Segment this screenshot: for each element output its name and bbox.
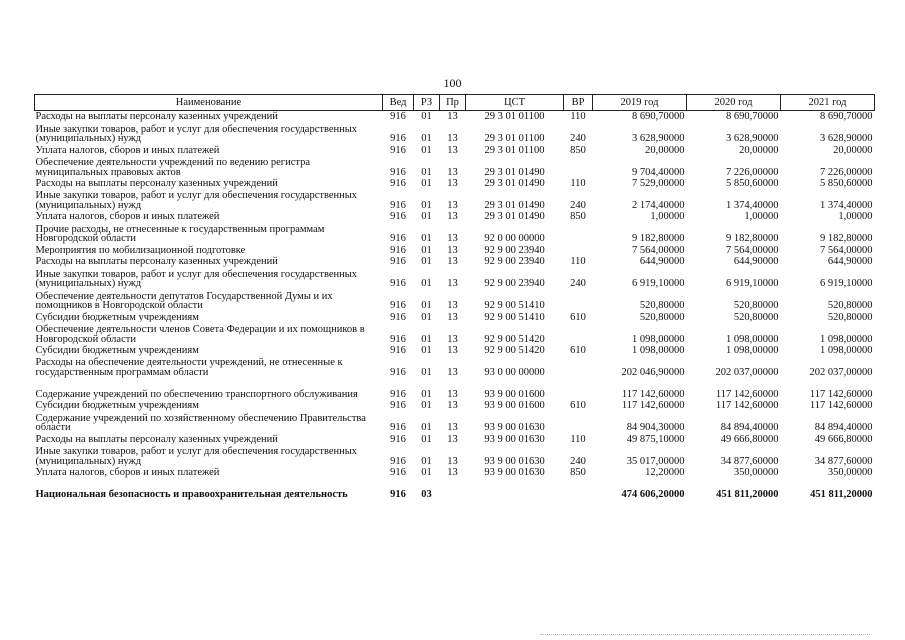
cell-2020: 3 628,90000 xyxy=(726,133,779,145)
header-name: Наименование xyxy=(35,95,383,111)
cell-cst: 92 9 00 23940 xyxy=(484,278,545,290)
cell-pr: 13 xyxy=(447,345,458,357)
cell-rz: 01 xyxy=(421,467,432,479)
cell-name: Мероприятия по мобилизационной подготовке xyxy=(35,244,246,256)
cell-name: Расходы на обеспечение деятельности учреждений, не отнесенные к государственным программам области xyxy=(35,357,343,378)
cell-2020: 5 850,60000 xyxy=(726,178,779,190)
cell-rz: 01 xyxy=(421,367,432,379)
cell-pr: 13 xyxy=(447,178,458,190)
cell-2021: 644,90000 xyxy=(827,256,873,268)
cell-2019: 1,00000 xyxy=(650,211,685,223)
cell-cst: 93 9 00 01600 xyxy=(484,400,545,412)
cell-2019: 520,80000 xyxy=(639,300,685,312)
cell-ved: 916 xyxy=(390,111,406,123)
cell-ved: 916 xyxy=(390,144,406,156)
cell-rz: 01 xyxy=(421,433,432,445)
total-rz: 03 xyxy=(421,489,432,501)
cell-2019: 6 919,10000 xyxy=(632,278,685,290)
cell-cst: 93 9 00 01630 xyxy=(484,455,545,467)
cell-2019: 117 142,60000 xyxy=(621,389,685,401)
budget-table xyxy=(34,94,875,500)
cell-vr: 240 xyxy=(570,133,586,145)
cell-vr: 850 xyxy=(570,211,586,223)
cell-2021: 1 098,00000 xyxy=(820,345,873,357)
cell-2021: 1,00000 xyxy=(838,211,873,223)
header-ved: Вед xyxy=(383,95,414,111)
cell-cst: 29 3 01 01100 xyxy=(484,144,545,156)
cell-pr: 13 xyxy=(447,311,458,323)
cell-2021: 1 374,40000 xyxy=(820,200,873,212)
table-header xyxy=(35,95,875,111)
cell-cst: 92 9 00 23940 xyxy=(484,256,545,268)
cell-rz: 01 xyxy=(421,244,432,256)
cell-pr: 13 xyxy=(447,233,458,245)
cell-2021: 84 894,40000 xyxy=(814,422,873,434)
cell-2021: 520,80000 xyxy=(827,300,873,312)
cell-2020: 49 666,80000 xyxy=(720,433,779,445)
cell-rz: 01 xyxy=(421,400,432,412)
cell-cst: 92 9 00 51410 xyxy=(484,311,545,323)
cell-vr xyxy=(564,356,593,378)
cell-cst: 29 3 01 01490 xyxy=(484,178,545,190)
cell-name: Уплата налогов, сборов и иных платежей xyxy=(35,467,220,478)
cell-pr: 13 xyxy=(447,144,458,156)
table-row xyxy=(35,155,875,177)
table-row xyxy=(35,400,875,411)
cell-ved: 916 xyxy=(390,333,406,345)
table-row xyxy=(35,311,875,322)
cell-ved: 916 xyxy=(390,211,406,223)
cell-2021: 117 142,60000 xyxy=(809,400,873,412)
cell-2020: 644,90000 xyxy=(733,256,779,268)
cell-vr: 110 xyxy=(570,178,586,190)
cell-2019: 35 017,00000 xyxy=(626,455,685,467)
cell-ved: 916 xyxy=(390,422,406,434)
cell-2020: 8 690,70000 xyxy=(726,111,779,123)
table-row xyxy=(35,433,875,444)
cell-rz: 01 xyxy=(421,211,432,223)
total-cst xyxy=(466,478,564,500)
cell-2021: 202 037,00000 xyxy=(809,367,873,379)
cell-name: Расходы на выплаты персоналу казенных учреждений xyxy=(35,111,278,122)
cell-name: Уплата налогов, сборов и иных платежей xyxy=(35,211,220,223)
cell-2019: 520,80000 xyxy=(639,311,685,323)
cell-2021: 49 666,80000 xyxy=(814,433,873,445)
cell-2021: 5 850,60000 xyxy=(820,178,873,190)
cell-cst: 92 0 00 00000 xyxy=(484,233,545,245)
cell-2020: 34 877,60000 xyxy=(720,455,779,467)
total-2020: 451 811,20000 xyxy=(716,489,779,501)
cell-cst: 29 3 01 01100 xyxy=(484,111,545,123)
cell-2019: 84 904,30000 xyxy=(626,422,685,434)
cell-name: Иные закупки товаров, работ и услуг для обеспечения государственных (муниципальных) нужд xyxy=(35,446,358,467)
header-2021: 2021 год xyxy=(781,95,875,111)
total-pr xyxy=(440,478,466,500)
cell-ved: 916 xyxy=(390,133,406,145)
cell-name: Прочие расходы, не отнесенные к государственным программам Новгородской области xyxy=(35,223,325,245)
cell-vr xyxy=(564,244,593,255)
table-row xyxy=(35,144,875,155)
cell-cst: 92 9 00 23940 xyxy=(484,244,545,256)
cell-rz: 01 xyxy=(421,178,432,190)
cell-2020: 1 098,00000 xyxy=(726,333,779,345)
cell-cst: 29 3 01 01490 xyxy=(484,200,545,212)
table-row xyxy=(35,122,875,144)
cell-cst: 93 9 00 01630 xyxy=(484,422,545,434)
cell-ved: 916 xyxy=(390,400,406,412)
cell-2021: 8 690,70000 xyxy=(820,111,873,123)
cell-name: Иные закупки товаров, работ и услуг для обеспечения государственных (муниципальных) нужд xyxy=(35,268,358,289)
cell-2020: 350,00000 xyxy=(733,467,779,479)
cell-ved: 916 xyxy=(390,256,406,268)
cell-vr: 240 xyxy=(570,278,586,290)
cell-ved: 916 xyxy=(390,467,406,479)
cell-2019: 49 875,10000 xyxy=(626,433,685,445)
cell-2021: 7 564,00000 xyxy=(820,244,873,256)
cell-vr xyxy=(564,289,593,311)
cell-2021: 520,80000 xyxy=(827,311,873,323)
cell-cst: 93 0 00 00000 xyxy=(484,367,545,379)
header-vr: ВР xyxy=(564,95,593,111)
cell-2020: 1,00000 xyxy=(744,211,779,223)
cell-cst: 29 3 01 01490 xyxy=(484,166,545,178)
cell-2021: 7 226,00000 xyxy=(820,166,873,178)
table-row xyxy=(35,322,875,344)
cell-vr: 610 xyxy=(570,400,586,412)
cell-rz: 01 xyxy=(421,333,432,345)
cell-2020: 20,00000 xyxy=(739,144,779,156)
scan-artifact-line xyxy=(540,634,870,637)
cell-ved: 916 xyxy=(390,367,406,379)
table-row xyxy=(35,344,875,355)
cell-vr: 850 xyxy=(570,467,586,479)
table-row xyxy=(35,211,875,222)
cell-rz: 01 xyxy=(421,256,432,268)
cell-2021: 20,00000 xyxy=(833,144,873,156)
cell-name: Субсидии бюджетным учреждениям xyxy=(35,345,199,356)
cell-rz: 01 xyxy=(421,311,432,323)
cell-2019: 1 098,00000 xyxy=(632,345,685,357)
table-row xyxy=(35,267,875,289)
cell-2019: 644,90000 xyxy=(639,256,685,268)
cell-ved: 916 xyxy=(390,244,406,256)
cell-ved: 916 xyxy=(390,233,406,245)
cell-name: Субсидии бюджетным учреждениям xyxy=(35,400,199,412)
table-row xyxy=(35,444,875,466)
cell-2019: 12,20000 xyxy=(645,467,685,479)
total-ved: 916 xyxy=(390,489,406,501)
cell-rz: 01 xyxy=(421,422,432,434)
cell-vr: 240 xyxy=(570,200,586,212)
cell-rz: 01 xyxy=(421,233,432,245)
cell-name: Иные закупки товаров, работ и услуг для обеспечения государственных (муниципальных) нужд xyxy=(35,190,358,211)
cell-cst: 29 3 01 01490 xyxy=(484,211,545,223)
cell-ved: 916 xyxy=(390,311,406,323)
cell-ved: 916 xyxy=(390,166,406,178)
cell-vr xyxy=(564,411,593,433)
cell-rz: 01 xyxy=(421,278,432,290)
cell-name: Расходы на выплаты персоналу казенных учреждений xyxy=(35,256,278,267)
cell-2021: 6 919,10000 xyxy=(820,278,873,290)
cell-2021: 117 142,60000 xyxy=(809,389,873,401)
cell-2020: 7 564,00000 xyxy=(726,244,779,256)
cell-rz: 01 xyxy=(421,166,432,178)
cell-cst: 93 9 00 01630 xyxy=(484,467,545,479)
cell-2019: 1 098,00000 xyxy=(632,333,685,345)
cell-ved: 916 xyxy=(390,455,406,467)
cell-2020: 84 894,40000 xyxy=(720,422,779,434)
table-row xyxy=(35,189,875,211)
cell-rz: 01 xyxy=(421,455,432,467)
header-2020: 2020 год xyxy=(687,95,781,111)
cell-pr: 13 xyxy=(447,278,458,290)
cell-2019: 9 182,80000 xyxy=(632,233,685,245)
cell-name: Расходы на выплаты персоналу казенных учреждений xyxy=(35,178,278,189)
cell-cst: 92 9 00 51420 xyxy=(484,345,545,357)
cell-pr: 13 xyxy=(447,166,458,178)
table-row xyxy=(35,111,875,122)
cell-name: Обеспечение деятельности членов Совета Федерации и их помощников в Новгородской области xyxy=(35,324,365,345)
header-cst: ЦСТ xyxy=(466,95,564,111)
cell-2021: 34 877,60000 xyxy=(814,455,873,467)
cell-ved: 916 xyxy=(390,200,406,212)
table-row xyxy=(35,466,875,477)
cell-2019: 202 046,90000 xyxy=(621,367,685,379)
cell-ved: 916 xyxy=(390,300,406,312)
cell-vr xyxy=(564,155,593,177)
cell-ved: 916 xyxy=(390,278,406,290)
cell-2020: 520,80000 xyxy=(733,311,779,323)
cell-vr: 110 xyxy=(570,111,586,123)
cell-2020: 9 182,80000 xyxy=(726,233,779,245)
cell-2021: 350,00000 xyxy=(827,467,873,479)
header-pr: Пр xyxy=(440,95,466,111)
cell-name: Содержание учреждений по хозяйственному обеспечению Правительства области xyxy=(35,412,366,434)
cell-pr: 13 xyxy=(447,244,458,256)
cell-pr: 13 xyxy=(447,200,458,212)
total-row xyxy=(35,478,875,500)
cell-2019: 3 628,90000 xyxy=(632,133,685,145)
cell-cst: 29 3 01 01100 xyxy=(484,133,545,145)
header-2019: 2019 год xyxy=(593,95,687,111)
table-row xyxy=(35,255,875,266)
cell-name: Обеспечение деятельности учреждений по ведению регистра муниципальных правовых актов xyxy=(35,157,311,178)
cell-2019: 7 529,00000 xyxy=(632,178,685,190)
cell-rz: 01 xyxy=(421,111,432,123)
cell-pr: 13 xyxy=(447,389,458,401)
cell-ved: 916 xyxy=(390,345,406,357)
table-body xyxy=(35,111,875,500)
cell-vr: 850 xyxy=(570,144,586,156)
cell-2020: 520,80000 xyxy=(733,300,779,312)
cell-2020: 1 098,00000 xyxy=(726,345,779,357)
cell-pr: 13 xyxy=(447,455,458,467)
cell-vr: 110 xyxy=(570,433,586,445)
cell-vr: 110 xyxy=(570,256,586,268)
cell-2019: 20,00000 xyxy=(645,144,685,156)
cell-pr: 13 xyxy=(447,422,458,434)
cell-cst: 93 9 00 01630 xyxy=(484,433,545,445)
cell-pr: 13 xyxy=(447,111,458,123)
cell-2020: 1 374,40000 xyxy=(726,200,779,212)
cell-2019: 9 704,40000 xyxy=(632,166,685,178)
cell-vr: 610 xyxy=(570,311,586,323)
cell-vr xyxy=(564,378,593,400)
cell-2019: 7 564,00000 xyxy=(632,244,685,256)
cell-name: Обеспечение деятельности депутатов Государственной Думы и их помощников в Новгородской области xyxy=(35,290,333,311)
cell-name: Уплата налогов, сборов и иных платежей xyxy=(35,144,220,156)
cell-pr: 13 xyxy=(447,433,458,445)
cell-pr: 13 xyxy=(447,367,458,379)
cell-ved: 916 xyxy=(390,389,406,401)
cell-cst: 93 9 00 01600 xyxy=(484,389,545,401)
cell-pr: 13 xyxy=(447,256,458,268)
cell-name: Субсидии бюджетным учреждениям xyxy=(35,311,199,323)
cell-rz: 01 xyxy=(421,144,432,156)
cell-vr xyxy=(564,222,593,244)
cell-pr: 13 xyxy=(447,400,458,412)
table-row xyxy=(35,378,875,400)
cell-cst: 92 9 00 51410 xyxy=(484,300,545,312)
cell-2020: 117 142,60000 xyxy=(715,389,779,401)
cell-pr: 13 xyxy=(447,211,458,223)
cell-rz: 01 xyxy=(421,200,432,212)
total-name: Национальная безопасность и правоохранительная деятельность xyxy=(35,489,348,500)
total-vr xyxy=(564,478,593,500)
cell-pr: 13 xyxy=(447,133,458,145)
cell-rz: 01 xyxy=(421,345,432,357)
cell-pr: 13 xyxy=(447,333,458,345)
cell-vr xyxy=(564,322,593,344)
page-number: 100 xyxy=(443,76,462,90)
cell-2019: 8 690,70000 xyxy=(632,111,685,123)
cell-cst: 92 9 00 51420 xyxy=(484,333,545,345)
cell-2020: 117 142,60000 xyxy=(715,400,779,412)
cell-rz: 01 xyxy=(421,300,432,312)
cell-2019: 117 142,60000 xyxy=(621,400,685,412)
cell-ved: 916 xyxy=(390,433,406,445)
cell-2020: 202 037,00000 xyxy=(715,367,779,379)
cell-2019: 2 174,40000 xyxy=(632,200,685,212)
table-row xyxy=(35,222,875,244)
cell-2021: 3 628,90000 xyxy=(820,133,873,145)
cell-name: Содержание учреждений по обеспечению транспортного обслуживания xyxy=(35,389,358,400)
cell-2020: 6 919,10000 xyxy=(726,278,779,290)
cell-2021: 1 098,00000 xyxy=(820,333,873,345)
table-row xyxy=(35,289,875,311)
header-rz: РЗ xyxy=(414,95,440,111)
cell-pr: 13 xyxy=(447,467,458,479)
total-2021: 451 811,20000 xyxy=(810,489,873,501)
cell-ved: 916 xyxy=(390,178,406,190)
table-row xyxy=(35,244,875,255)
cell-rz: 01 xyxy=(421,389,432,401)
cell-name: Расходы на выплаты персоналу казенных учреждений xyxy=(35,433,278,445)
cell-2020: 7 226,00000 xyxy=(726,166,779,178)
table-row xyxy=(35,356,875,378)
cell-rz: 01 xyxy=(421,133,432,145)
cell-2021: 9 182,80000 xyxy=(820,233,873,245)
total-2019: 474 606,20000 xyxy=(621,489,685,501)
table-row xyxy=(35,411,875,433)
cell-name: Иные закупки товаров, работ и услуг для обеспечения государственных (муниципальных) нужд xyxy=(35,123,358,144)
cell-pr: 13 xyxy=(447,300,458,312)
table-row xyxy=(35,177,875,188)
cell-vr: 240 xyxy=(570,455,586,467)
cell-vr: 610 xyxy=(570,345,586,357)
